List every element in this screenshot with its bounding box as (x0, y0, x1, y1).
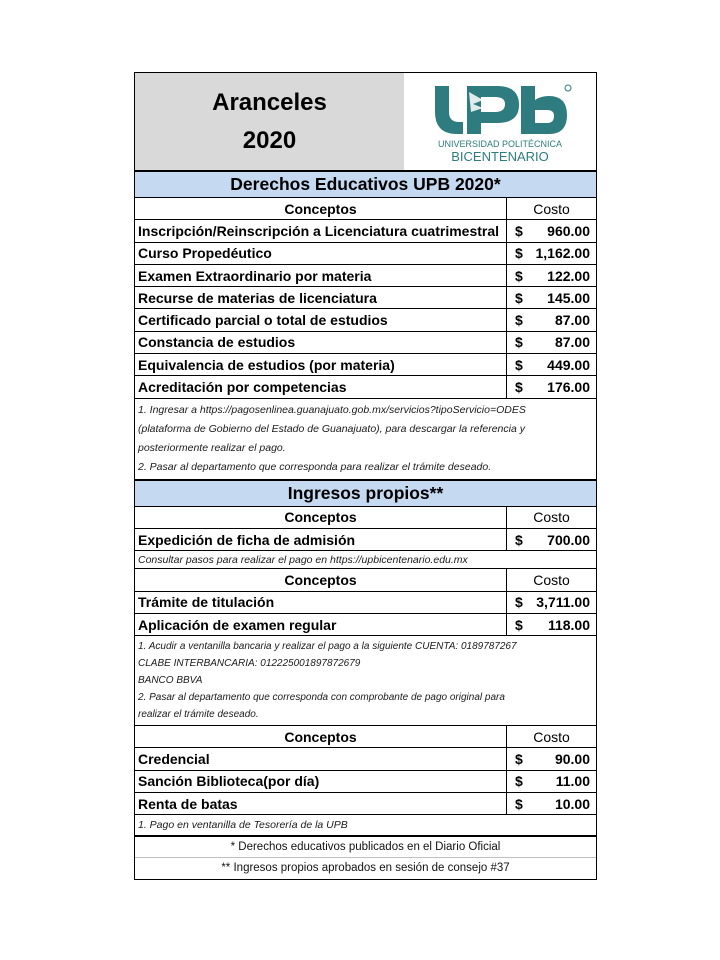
amount: 87.00 (554, 334, 590, 351)
amount: 87.00 (554, 312, 590, 329)
note-line: BANCO BBVA (138, 675, 203, 687)
concept-cell: Examen Extraordinario por materia (135, 265, 507, 286)
svg-text:BICENTENARIO: BICENTENARIO (451, 148, 549, 164)
cost-cell (507, 332, 596, 353)
currency-symbol: $ (515, 334, 523, 351)
footnote-derechos: * Derechos educativos publicados en el Diario Oficial (135, 837, 596, 858)
currency-symbol: $ (515, 267, 523, 284)
title-block (135, 73, 404, 170)
column-header-concepts: Conceptos (135, 507, 507, 528)
currency-symbol: $ (515, 594, 523, 611)
currency-symbol: $ (515, 222, 523, 239)
table-row (135, 309, 596, 331)
concept-cell: Constancia de estudios (135, 332, 507, 353)
note-line: posteriormente realizar el pago. (138, 441, 286, 454)
table-row (135, 265, 596, 287)
note-line: CLABE INTERBANCARIA: 012225001897872679 (138, 658, 361, 670)
concept-cell: Certificado parcial o total de estudios (135, 309, 507, 330)
amount: 1,162.00 (535, 245, 590, 262)
concept-cell: Credencial (135, 748, 507, 769)
concept-cell: Trámite de titulación (135, 592, 507, 613)
amount: 3,711.00 (536, 594, 590, 611)
cost-cell (507, 592, 596, 613)
table-header (135, 198, 596, 220)
table-header (135, 507, 596, 529)
currency-symbol: $ (515, 312, 523, 329)
table-row (135, 243, 596, 265)
amount: 11.00 (555, 773, 590, 790)
note-line: (plataforma de Gobierno del Estado de Guanajuato), para descargar la referencia y (138, 422, 525, 435)
concept-cell: Acreditación por competencias (135, 376, 507, 397)
cost-cell (507, 243, 596, 264)
concept-cell: Recurse de materias de licenciatura (135, 287, 507, 308)
upb-logo-icon (425, 80, 575, 164)
cost-cell (507, 265, 596, 286)
note-line: Consultar pasos para realizar el pago en https://upbicentenario.edu.mx (138, 554, 468, 567)
cost-cell (507, 748, 596, 769)
table-row (135, 287, 596, 309)
amount: 176.00 (547, 379, 590, 396)
concept-cell: Renta de batas (135, 793, 507, 814)
treasury-payment-note (135, 815, 596, 837)
currency-symbol: $ (515, 751, 523, 768)
cost-cell (507, 529, 596, 550)
admission-payment-note (135, 551, 596, 569)
section-title-derechos-educativos: Derechos Educativos UPB 2020* (135, 172, 596, 198)
header (135, 73, 596, 172)
note-line: 1. Pago en ventanilla de Tesorería de la UPB (138, 819, 348, 832)
amount: 449.00 (547, 356, 590, 373)
column-header-concepts: Conceptos (135, 198, 507, 219)
table-row (135, 771, 596, 793)
table-row (135, 354, 596, 376)
table-row (135, 793, 596, 815)
footnote-ingresos: ** Ingresos propios aprobados en sesión de consejo #37 (221, 862, 510, 875)
table-header (135, 726, 596, 748)
amount: 90.00 (554, 751, 590, 768)
currency-symbol: $ (515, 356, 523, 373)
page-year: 2020 (242, 126, 297, 154)
cost-cell (507, 354, 596, 375)
column-header-concepts: Conceptos (135, 726, 507, 747)
cost-cell (507, 376, 596, 397)
concept-cell: Curso Propedéutico (135, 243, 507, 264)
column-header-cost: Costo (533, 728, 570, 745)
cost-cell (507, 220, 596, 241)
cost-cell (507, 309, 596, 330)
note-line: 1. Acudir a ventanilla bancaria y realizar el pago a la siguiente CUENTA: 0189787267 (138, 641, 517, 653)
payment-instructions-note (135, 399, 596, 481)
currency-symbol: $ (515, 531, 523, 548)
cost-cell (507, 287, 596, 308)
currency-symbol: $ (515, 616, 523, 633)
cost-cell (507, 793, 596, 814)
table-row (135, 220, 596, 242)
section-title-ingresos-propios: Ingresos propios** (135, 481, 596, 507)
logo-block (404, 73, 596, 170)
table-header (135, 569, 596, 591)
column-header-cost: Costo (533, 200, 570, 217)
amount: 960.00 (547, 222, 590, 239)
amount: 145.00 (547, 289, 590, 306)
bank-payment-note (135, 636, 596, 726)
svg-text:UNIVERSIDAD POLITÉCNICA: UNIVERSIDAD POLITÉCNICA (437, 138, 563, 149)
table-row (135, 332, 596, 354)
note-line: 1. Ingresar a https://pagosenlinea.guanajuato.gob.mx/servicios?tipoServicio=ODES (138, 403, 526, 416)
amount: 10.00 (554, 795, 590, 812)
column-header-cost: Costo (533, 571, 570, 588)
currency-symbol: $ (515, 289, 523, 306)
cost-cell (507, 771, 596, 792)
concept-cell: Sanción Biblioteca(por día) (135, 771, 507, 792)
table-row (135, 614, 596, 636)
column-header-cost: Costo (533, 509, 570, 526)
currency-symbol: $ (515, 795, 523, 812)
table-row (135, 376, 596, 398)
page-title: Aranceles (212, 88, 327, 116)
amount: 700.00 (547, 531, 590, 548)
note-line: 2. Pasar al departamento que corresponda para realizar el trámite deseado. (138, 460, 492, 473)
currency-symbol: $ (515, 773, 523, 790)
concept-cell: Aplicación de examen regular (135, 614, 507, 635)
amount: 122.00 (547, 267, 590, 284)
note-line: realizar el trámite deseado. (138, 709, 259, 721)
table-row (135, 592, 596, 614)
amount: 118.00 (547, 616, 590, 633)
table-row (135, 748, 596, 770)
table-row (135, 529, 596, 551)
currency-symbol: $ (515, 379, 523, 396)
cost-cell (507, 614, 596, 635)
concept-cell: Inscripción/Reinscripción a Licenciatura cuatrimestral (135, 220, 507, 241)
concept-cell: Equivalencia de estudios (por materia) (135, 354, 507, 375)
concept-cell: Expedición de ficha de admisión (135, 529, 507, 550)
currency-symbol: $ (515, 245, 523, 262)
column-header-concepts: Conceptos (135, 569, 507, 590)
note-line: 2. Pasar al departamento que corresponda con comprobante de pago original para (138, 692, 505, 704)
fee-schedule-sheet (134, 72, 597, 880)
